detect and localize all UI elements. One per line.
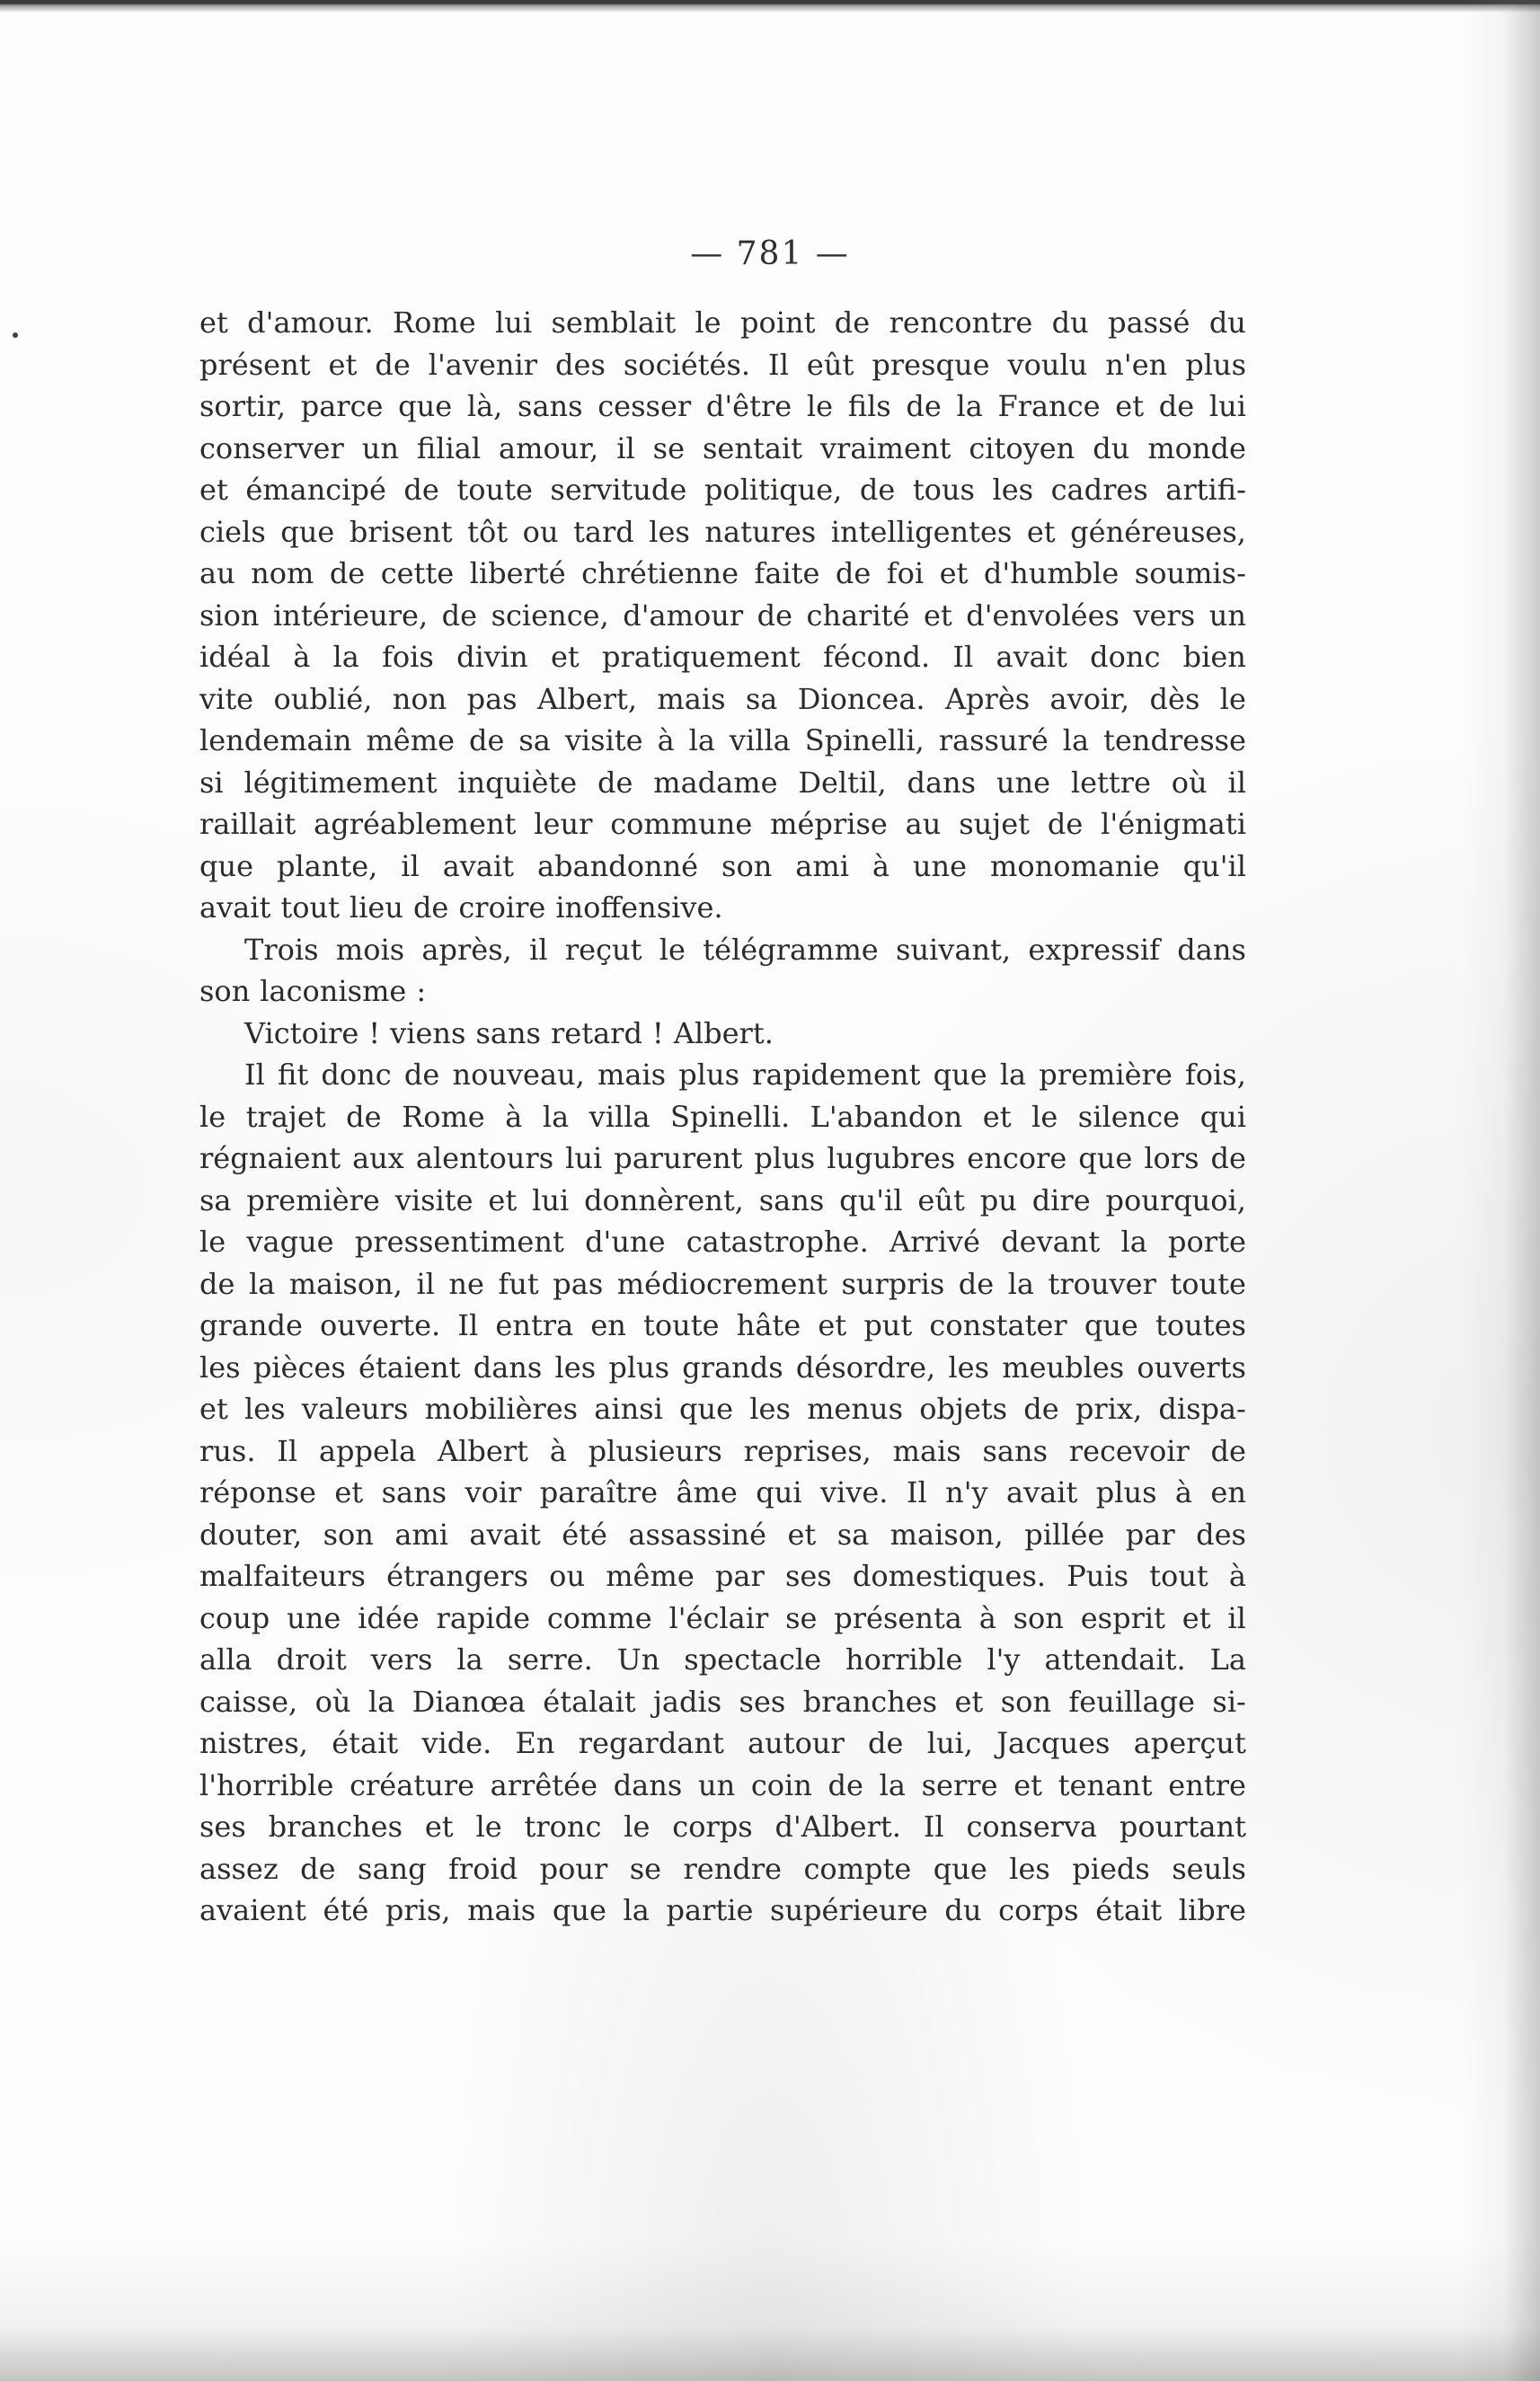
text-line: le trajet de Rome à la villa Spinelli. L'abandon et le silence qui — [199, 1099, 1246, 1134]
text-line: douter, son ami avait été assassiné et sa maison, pillée par des — [199, 1517, 1246, 1552]
text-line: et les valeurs mobilières ainsi que les menus objets de prix, dispa- — [199, 1392, 1246, 1426]
text-line: idéal à la fois divin et pratiquement fécond. Il avait donc bien — [199, 640, 1246, 674]
text-line: l'horrible créature arrêtée dans un coin de la serre et tenant entre — [199, 1767, 1246, 1802]
text-line: ciels que brisent tôt ou tard les natures intelligentes et généreuses, — [199, 514, 1246, 549]
text-line: avaient été pris, mais que la partie supérieure du corps était libre — [199, 1893, 1246, 1927]
text-line: nistres, était vide. En regardant autour de lui, Jacques aperçut — [199, 1726, 1246, 1760]
text-line: conserver un filial amour, il se sentait vraiment citoyen du monde — [199, 430, 1246, 465]
page-right-shadow — [1459, 0, 1540, 2381]
text-line: alla droit vers la serre. Un spectacle horrible l'y attendait. La — [199, 1642, 1246, 1677]
text-line: de la maison, il ne fut pas médiocrement surpris de la trouver toute — [199, 1266, 1246, 1301]
text-line: caisse, où la Dianœa étalait jadis ses branches et son feuillage si- — [199, 1684, 1246, 1719]
text-line: lendemain même de sa visite à la villa Spinelli, rassuré la tendresse — [199, 723, 1246, 757]
text-line: présent et de l'avenir des sociétés. Il eût presque voulu n'en plus — [199, 347, 1246, 382]
text-line: le vague pressentiment d'une catastrophe. Arrivé devant la porte — [199, 1225, 1246, 1259]
margin-speck — [13, 332, 18, 338]
text-line: Trois mois après, il reçut le télégramme suivant, expressif dans — [244, 932, 1246, 967]
page-bottom-shadow — [0, 2237, 1540, 2381]
text-line: réponse et sans voir paraître âme qui vive. Il n'y avait plus à en — [199, 1475, 1246, 1509]
text-line: que plante, il avait abandonné son ami à une monomanie qu'il — [199, 848, 1246, 883]
text-line: raillait agréablement leur commune méprise au sujet de l'énigmati — [199, 807, 1246, 841]
text-line: et d'amour. Rome lui semblait le point de rencontre du passé du — [199, 305, 1246, 340]
text-line: Victoire ! viens sans retard ! Albert. — [244, 1015, 774, 1050]
text-line: malfaiteurs étrangers ou même par ses domestiques. Puis tout à — [199, 1559, 1246, 1593]
text-line: au nom de cette liberté chrétienne faite de foi et d'humble soumis- — [199, 556, 1246, 590]
text-line: vite oublié, non pas Albert, mais sa Dioncea. Après avoir, dès le — [199, 681, 1246, 716]
text-line: rus. Il appela Albert à plusieurs reprises, mais sans recevoir de — [199, 1433, 1246, 1468]
text-line: sortir, parce que là, sans cesser d'être le fils de la France et de lui — [199, 389, 1246, 423]
text-line: coup une idée rapide comme l'éclair se présenta à son esprit et il — [199, 1600, 1246, 1635]
text-line: les pièces étaient dans les plus grands désordre, les meubles ouverts — [199, 1350, 1246, 1385]
text-line: assez de sang froid pour se rendre compte que les pieds seuls — [199, 1851, 1246, 1886]
text-line: régnaient aux alentours lui parurent plus lugubres encore que lors de — [199, 1141, 1246, 1175]
text-line: son laconisme : — [199, 974, 427, 1008]
text-line: si légitimement inquiète de madame Deltil, dans une lettre où il — [199, 765, 1246, 800]
text-line: et émancipé de toute servitude politique, de tous les cadres artifi- — [199, 473, 1246, 507]
page-top-edge — [0, 0, 1540, 13]
text-line: Il fit donc de nouveau, mais plus rapidement que la première fois, — [244, 1058, 1246, 1092]
text-line: sion intérieure, de science, d'amour de charité et d'envolées vers un — [199, 597, 1246, 633]
text-line: ses branches et le tronc le corps d'Albert. Il conserva pourtant — [199, 1810, 1246, 1844]
text-line: avait tout lieu de croire inoffensive. — [199, 890, 723, 925]
page-number: — 781 — — [690, 235, 850, 272]
text-line: grande ouverte. Il entra en toute hâte et put constater que toutes — [199, 1308, 1246, 1342]
body-text — [199, 302, 1246, 1932]
text-line: sa première visite et lui donnèrent, sans qu'il eût pu dire pourquoi, — [199, 1182, 1246, 1217]
